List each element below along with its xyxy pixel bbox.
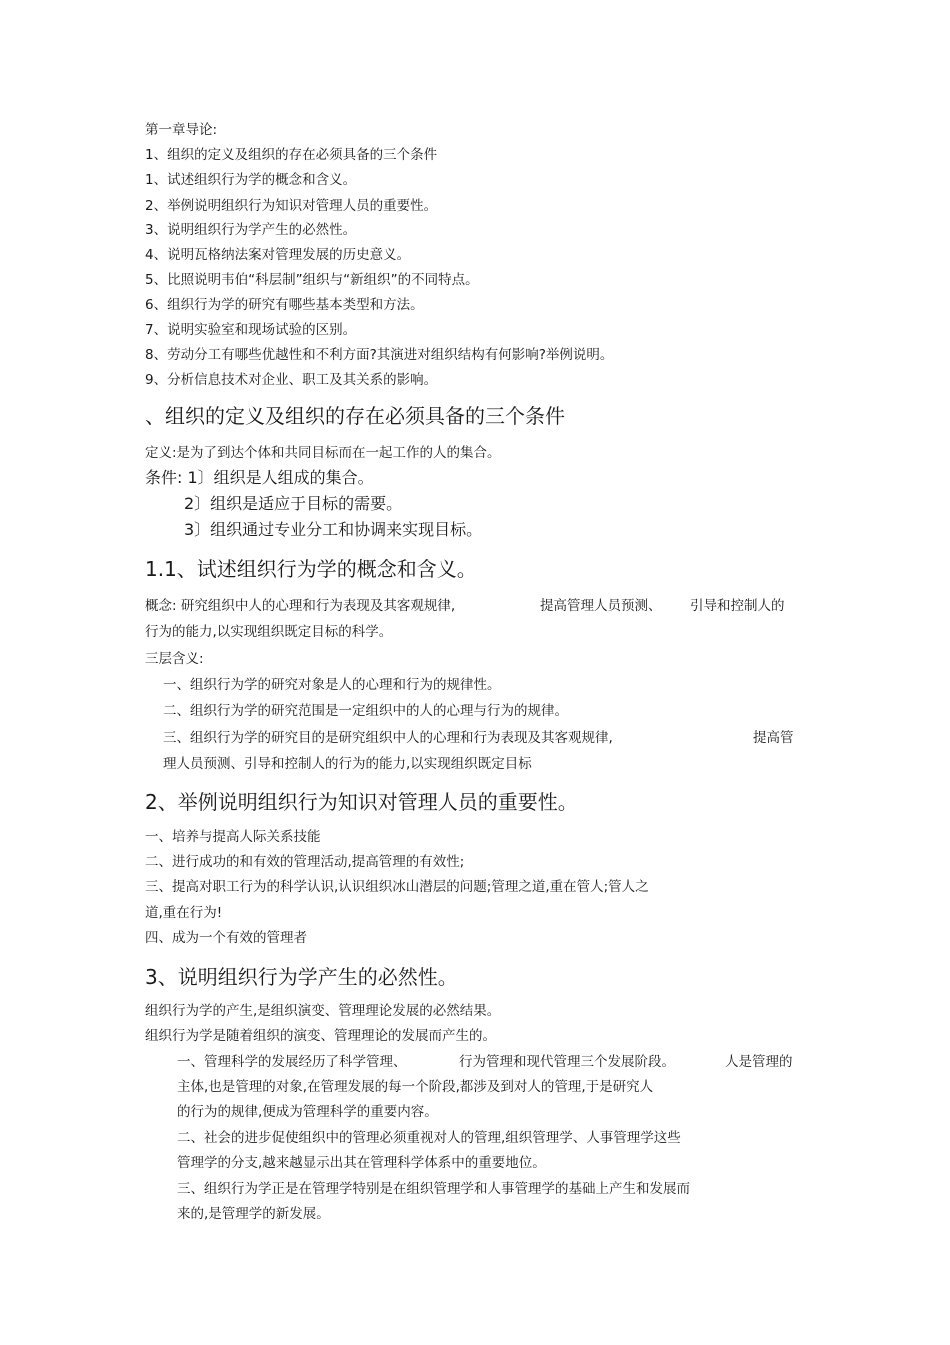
concept-text: 提高管理人员预测、 — [540, 598, 662, 614]
toc-item: 1、试述组织行为学的概念和含义。 — [145, 172, 357, 188]
toc-item: 2、举例说明组织行为知识对管理人员的重要性。 — [145, 198, 438, 214]
paragraph: 的行为的规律,便成为管理科学的重要内容。 — [177, 1104, 438, 1120]
concept-text: 行为的能力,以实现组织既定目标的科学。 — [145, 624, 393, 640]
paragraph: 来的,是管理学的新发展。 — [177, 1206, 330, 1222]
paragraph: 三、提高对职工行为的科学认识,认识组织冰山潜层的问题;管理之道,重在管人;管人之 — [145, 879, 649, 895]
section-heading: 3、说明组织行为学产生的必然性。 — [145, 965, 458, 989]
paragraph: 管理学的分支,越来越显示出其在管理科学体系中的重要地位。 — [177, 1155, 546, 1171]
layer-item: 理人员预测、引导和控制人的行为的能力,以实现组织既定目标 — [163, 756, 532, 772]
condition-1: 条件: 1〕组织是人组成的集合。 — [145, 468, 374, 487]
condition-3: 3〕组织通过专业分工和协调来实现目标。 — [184, 520, 483, 539]
paragraph: 一、培养与提高人际关系技能 — [145, 829, 321, 845]
concept-text: 引导和控制人的 — [690, 598, 785, 614]
layer-item: 一、组织行为学的研究对象是人的心理和行为的规律性。 — [163, 677, 501, 693]
toc-item: 6、组织行为学的研究有哪些基本类型和方法。 — [145, 297, 424, 313]
concept-text: 概念: 研究组织中人的心理和行为表现及其客观规律, — [145, 598, 456, 614]
toc-item: 3、说明组织行为学产生的必然性。 — [145, 222, 357, 238]
layer-item: 三、组织行为学的研究目的是研究组织中人的心理和行为表现及其客观规律, — [163, 730, 613, 746]
paragraph: 一、管理科学的发展经历了科学管理、 — [177, 1054, 407, 1070]
toc-item: 7、说明实验室和现场试验的区别。 — [145, 322, 357, 338]
toc-item: 5、比照说明韦伯“科层制”组织与“新组织”的不同特点。 — [145, 272, 479, 288]
definition-text: 定义:是为了到达个体和共同目标而在一起工作的人的集合。 — [145, 445, 501, 461]
layer-item: 二、组织行为学的研究范围是一定组织中的人的心理与行为的规律。 — [163, 703, 568, 719]
section-heading: 、组织的定义及组织的存在必须具备的三个条件 — [145, 404, 565, 428]
paragraph: 道,重在行为! — [145, 905, 223, 921]
paragraph: 人是管理的 — [725, 1054, 793, 1070]
layer-item: 提高管 — [753, 730, 794, 746]
paragraph: 二、社会的进步促使组织中的管理必须重视对人的管理,组织管理学、人事管理学这些 — [177, 1130, 681, 1146]
toc-title: 第一章导论: — [145, 122, 218, 138]
toc-item: 9、分析信息技术对企业、职工及其关系的影响。 — [145, 372, 438, 388]
paragraph: 三、组织行为学正是在管理学特别是在组织管理学和人事管理学的基础上产生和发展而 — [177, 1181, 690, 1197]
toc-item: 8、劳动分工有哪些优越性和不利方面?其演进对组织结构有何影响?举例说明。 — [145, 347, 614, 363]
toc-item: 4、说明瓦格纳法案对管理发展的历史意义。 — [145, 247, 411, 263]
section-heading: 1.1、试述组织行为学的概念和含义。 — [145, 557, 477, 581]
section-heading: 2、举例说明组织行为知识对管理人员的重要性。 — [145, 790, 578, 814]
paragraph: 主体,也是管理的对象,在管理发展的每一个阶段,都涉及到对人的管理,于是研究人 — [177, 1079, 654, 1095]
layers-title: 三层含义: — [145, 651, 204, 667]
toc-item: 1、组织的定义及组织的存在必须具备的三个条件 — [145, 147, 438, 163]
paragraph: 组织行为学的产生,是组织演变、管理理论发展的必然结果。 — [145, 1003, 501, 1019]
paragraph: 二、进行成功的和有效的管理活动,提高管理的有效性; — [145, 854, 465, 870]
paragraph: 组织行为学是随着组织的演变、管理理论的发展而产生的。 — [145, 1028, 496, 1044]
condition-2: 2〕组织是适应于目标的需要。 — [184, 494, 403, 513]
paragraph: 行为管理和现代管理三个发展阶段。 — [459, 1054, 675, 1070]
paragraph: 四、成为一个有效的管理者 — [145, 930, 307, 946]
